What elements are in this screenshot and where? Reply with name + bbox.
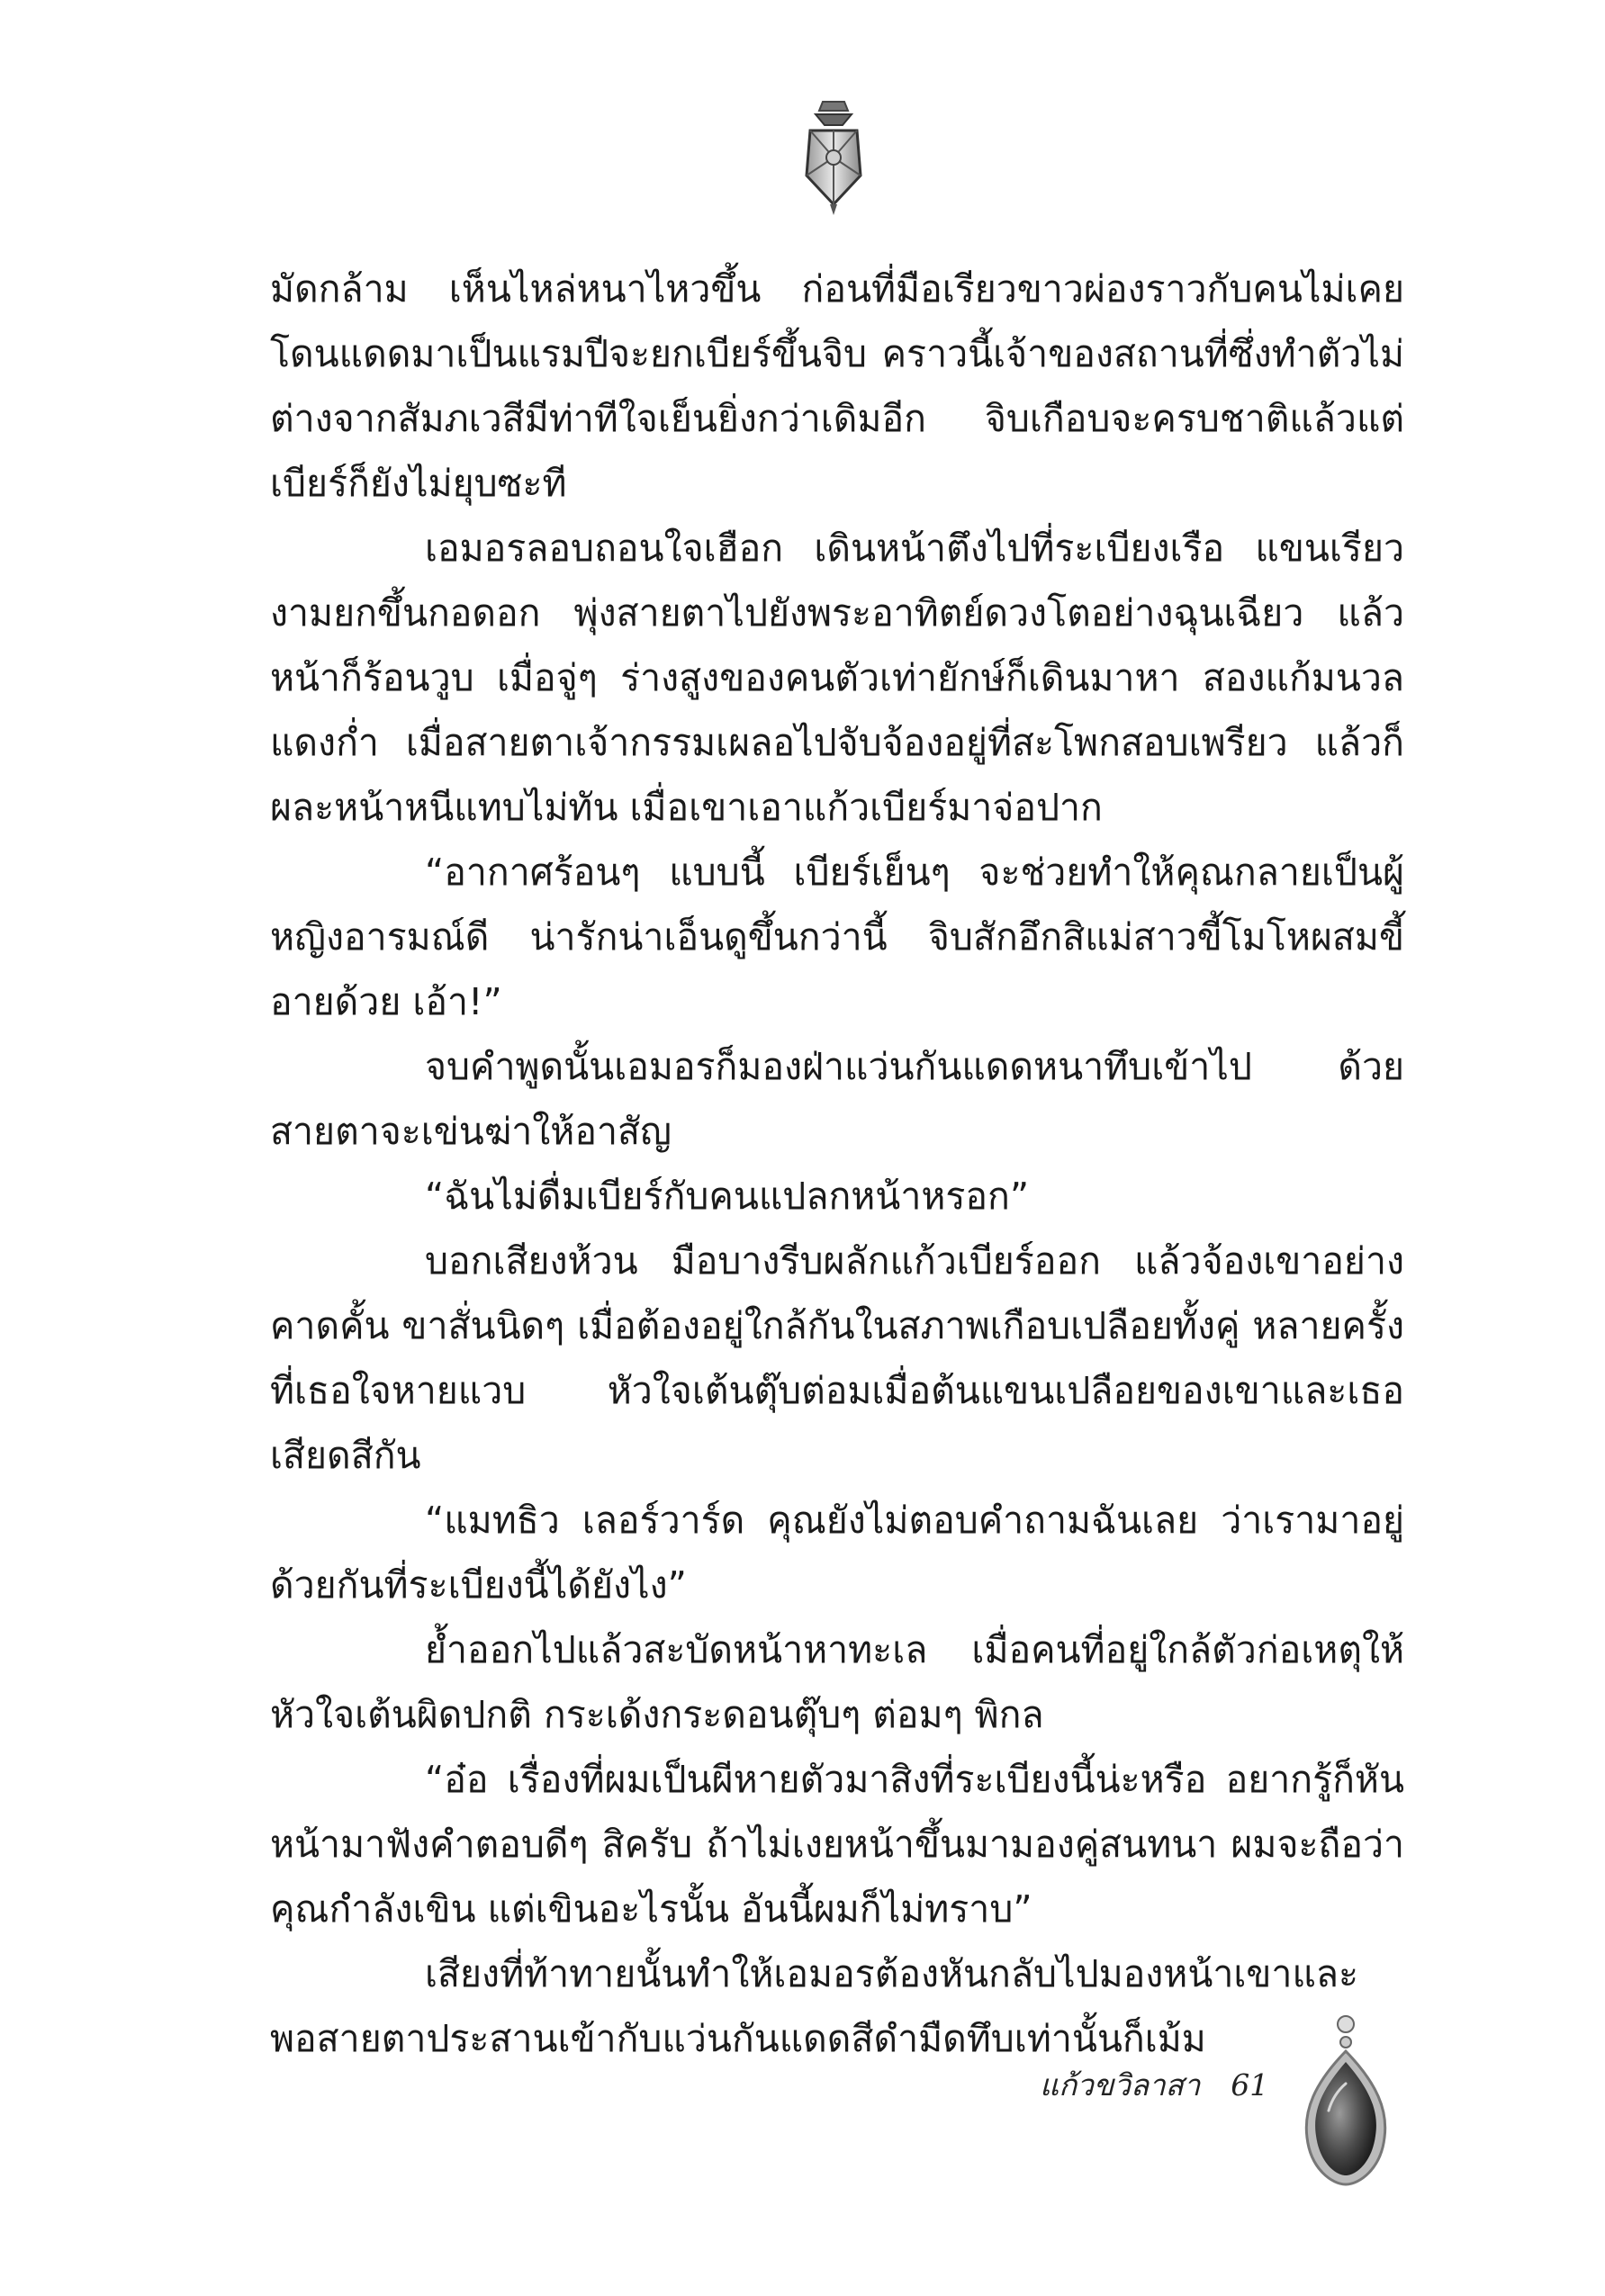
dialogue-paragraph: “ฉันไม่ดื่มเบียร์กับคนแปลกหน้าหรอก” — [425, 1175, 1030, 1218]
lantern-icon — [798, 95, 870, 221]
paragraph: มัดกล้าม เห็นไหล่หนาไหวขึ้น ก่อนที่มือเรียวขาวผ่องราวกับคนไม่เคยโดนแดดมาเป็นแรมปีจะยกเบียร์ขึ้นจิบ คราวนี้เจ้าของสถานที่ซึ่งทำตัวไม่ต่างจากสัมภเวสีมีท่าทีใจเย็นยิ่งกว่าเดิมอีก จิบเกือบจะครบชาติแล้วแต่เบียร์ก็ยังไม่ยุบซะที — [270, 267, 1404, 505]
page-footer — [1040, 2061, 1268, 2109]
paragraph: บอกเสียงห้วน มือบางรีบผลักแก้วเบียร์ออก แล้วจ้องเขาอย่างคาดคั้น ขาสั่นนิดๆ เมื่อต้องอยู่ใกล้กันในสภาพเกือบเปลือยทั้งคู่ หลายครั้งที่เธอใจหายแวบ หัวใจเต้นตุ๊บต่อมเมื่อต้นแขนเปลือยของเขาและเธอเสียดสีกัน — [270, 1239, 1404, 1477]
dialogue-paragraph: “อากาศร้อนๆ แบบนี้ เบียร์เย็นๆ จะช่วยทำให้คุณกลายเป็นผู้หญิงอารมณ์ดี น่ารักน่าเอ็นดูขึ้นกว่านี้ จิบสักอึกสิแม่สาวขี้โมโหผสมขี้อายด้วย เอ้า!” — [270, 851, 1404, 1023]
paragraph: เสียงที่ท้าทายนั้นทำให้เอมอรต้องหันกลับไปมองหน้าเขาและพอสายตาประสานเข้ากับแว่นกันแดดสีดำมืดทึบเท่านั้นก็เม้ม — [270, 1952, 1359, 2060]
paragraph: ย้ำออกไปแล้วสะบัดหน้าหาทะเล เมื่อคนที่อยู่ใกล้ตัวก่อเหตุให้หัวใจเต้นผิดปกติ กระเด้งกระดอนตุ๊บๆ ต่อมๆ พิกล — [270, 1628, 1404, 1736]
dialogue-paragraph: “แมทธิว เลอร์วาร์ด คุณยังไม่ตอบคำถามฉันเลย ว่าเรามาอยู่ด้วยกันที่ระเบียงนี้ได้ยังไง” — [270, 1499, 1404, 1607]
paragraph: จบคำพูดนั้นเอมอรก็มองฝ่าแว่นกันแดดหนาทึบเข้าไป ด้วยสายตาจะเข่นฆ่าให้อาสัญ — [270, 1045, 1404, 1153]
body-text — [270, 257, 1404, 2071]
dialogue-paragraph: “อ๋อ เรื่องที่ผมเป็นผีหายตัวมาสิงที่ระเบียงนี้น่ะหรือ อยากรู้ก็หันหน้ามาฟังคำตอบดีๆ สิครับ ถ้าไม่เงยหน้าขึ้นมามองคู่สนทนา ผมจะถือว่าคุณกำลังเขิน แต่เขินอะไรนั้น อันนี้ผมก็ไม่ทราบ” — [270, 1758, 1404, 1931]
book-title: แก้วขวิลาสา — [1040, 2067, 1201, 2102]
gem-icon — [1296, 2012, 1395, 2192]
page-number: 61 — [1231, 2067, 1269, 2102]
paragraph: เอมอรลอบถอนใจเฮือก เดินหน้าตึงไปที่ระเบียงเรือ แขนเรียวงามยกขึ้นกอดอก พุ่งสายตาไปยังพระอาทิตย์ดวงโตอย่างฉุนเฉียว แล้วหน้าก็ร้อนวูบ เมื่อจู่ๆ ร่างสูงของคนตัวเท่ายักษ์ก็เดินมาหา สองแก้มนวลแดงก่ำ เมื่อสายตาเจ้ากรรมเผลอไปจับจ้องอยู่ที่สะโพกสอบเพรียว แล้วก็ผละหน้าหนีแทบไม่ทัน เมื่อเขาเอาแก้วเบียร์มาจ่อปาก — [270, 527, 1404, 829]
